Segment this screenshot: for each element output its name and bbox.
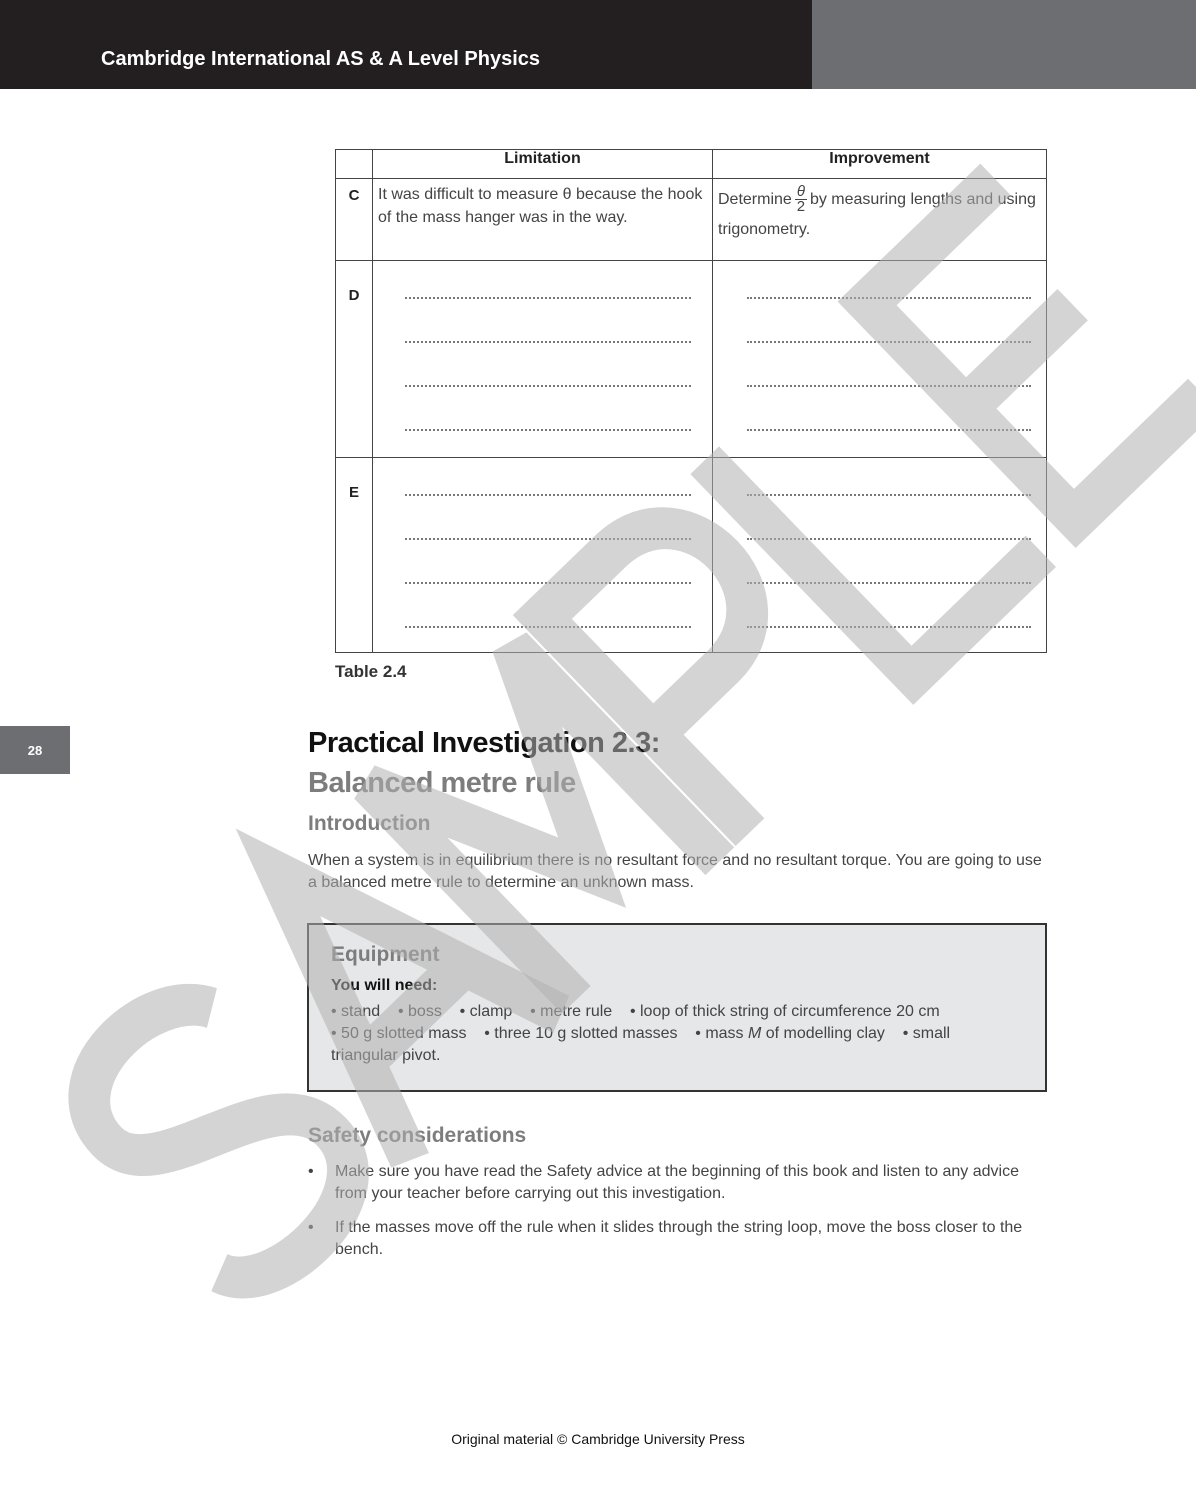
dotted-answer-line: [405, 429, 691, 431]
row-label: E: [336, 458, 373, 653]
equipment-text: of modelling clay • small triangular pivot.: [331, 1025, 955, 1064]
improvement-post: by measuring lengths and using trigonometry.: [718, 191, 1036, 238]
table-caption: Table 2.4: [335, 662, 407, 681]
equipment-text: • 50 g slotted mass • three 10 g slotted masses • mass: [331, 1025, 748, 1042]
safety-item: • Make sure you have read the Safety advice at the beginning of this book and listen to any advice from your teacher before carrying out this investigation.: [308, 1161, 1053, 1205]
dotted-answer-line: [747, 494, 1031, 496]
investigation-title: Practical Investigation 2.3:: [308, 727, 660, 759]
dotted-answer-line: [405, 341, 691, 343]
header-bar-accent: [812, 0, 1196, 89]
dotted-answer-line: [747, 297, 1031, 299]
dotted-answer-line: [747, 538, 1031, 540]
row-label: C: [336, 179, 373, 261]
limitation-cell: It was difficult to measure θ because the hook of the mass hanger was in the way.: [373, 179, 713, 261]
intro-text: When a system is in equilibrium there is no resultant force and no resultant torque. You are going to use a balanced metre rule to determine an unknown mass.: [308, 852, 1042, 891]
page-number: 28: [0, 726, 70, 774]
header-bar: [0, 0, 812, 89]
table-row: [336, 458, 1047, 653]
answer-lines: [373, 261, 712, 457]
dotted-answer-line: [747, 385, 1031, 387]
dotted-answer-line: [405, 385, 691, 387]
answer-cell-limitation[interactable]: [373, 261, 713, 458]
corner-cell: [336, 150, 373, 179]
equipment-heading: Equipment: [331, 943, 440, 966]
intro-heading: Introduction: [308, 812, 431, 835]
dotted-answer-line: [747, 626, 1031, 628]
mass-symbol: M: [747, 1025, 762, 1042]
dotted-answer-line: [405, 582, 691, 584]
table-row: [336, 179, 1047, 261]
dotted-answer-line: [405, 494, 691, 496]
book-title: Cambridge International AS & A Level Physics: [101, 48, 541, 70]
safety-heading: Safety considerations: [308, 1124, 527, 1147]
answer-cell-limitation[interactable]: [373, 458, 713, 653]
limitations-table: [335, 149, 1047, 653]
answer-lines: [713, 458, 1046, 652]
frac-den: 2: [796, 198, 806, 216]
header-improvement: Improvement: [713, 150, 1047, 179]
equipment-box: [307, 923, 1047, 1092]
table-row: [336, 261, 1047, 458]
equipment-line: [331, 1023, 971, 1067]
frac-num: θ: [796, 183, 805, 201]
safety-item: • If the masses move off the rule when it slides through the string loop, move the boss closer to the bench.: [308, 1217, 1053, 1261]
equipment-list: [331, 1001, 1023, 1067]
copyright-footer: Original material © Cambridge University Press: [451, 1431, 745, 1447]
dotted-answer-line: [747, 429, 1031, 431]
investigation-subtitle: Balanced metre rule: [308, 767, 576, 799]
dotted-answer-line: [405, 626, 691, 628]
dotted-answer-line: [747, 582, 1031, 584]
dotted-answer-line: [747, 341, 1031, 343]
improvement-pre: Determine: [718, 191, 792, 208]
dotted-answer-line: [405, 538, 691, 540]
answer-cell-improvement[interactable]: [713, 261, 1047, 458]
improvement-cell: [713, 179, 1047, 261]
answer-lines: [713, 261, 1046, 457]
fraction: [795, 185, 807, 214]
answer-lines: [373, 458, 712, 652]
answer-cell-improvement[interactable]: [713, 458, 1047, 653]
safety-list: [308, 1161, 1053, 1273]
row-label: D: [336, 261, 373, 458]
you-will-need: You will need:: [331, 977, 438, 994]
equipment-line: • stand • boss • clamp • metre rule • loop of thick string of circumference 20 cm: [331, 1003, 940, 1020]
header-limitation: Limitation: [373, 150, 713, 179]
dotted-answer-line: [405, 297, 691, 299]
